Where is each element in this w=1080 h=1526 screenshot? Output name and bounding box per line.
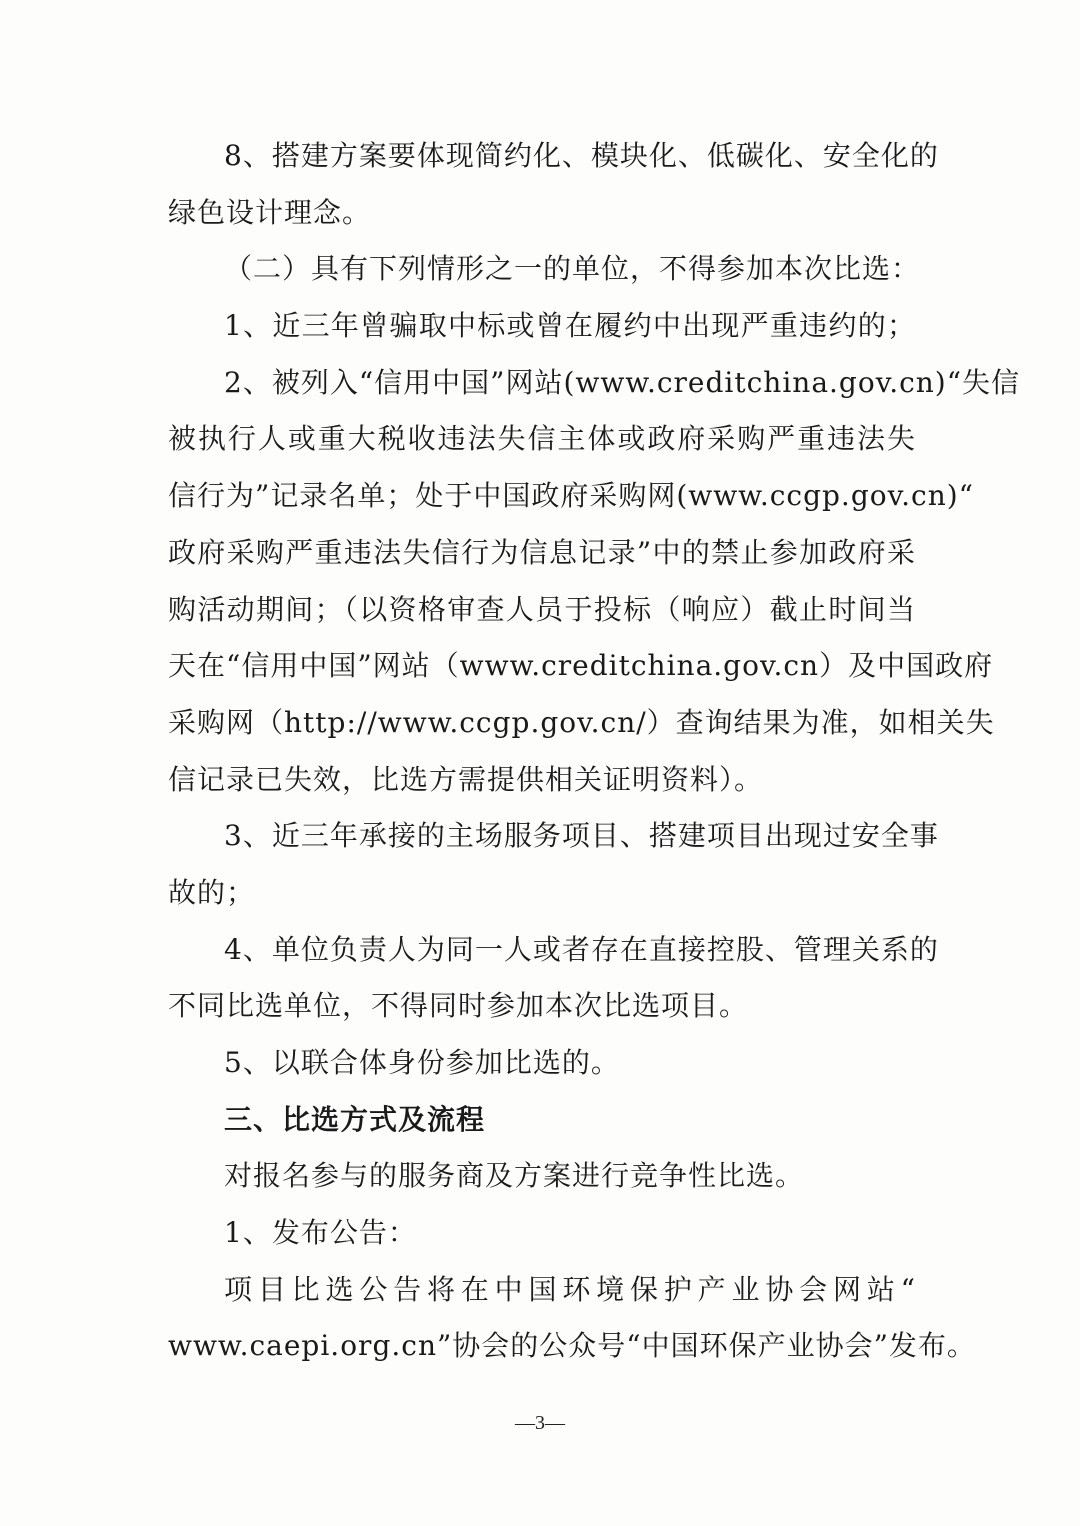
paragraph-line: 信记录已失效，比选方需提供相关证明资料）。 — [168, 762, 764, 796]
paragraph-line: 采购网（http://www.ccgp.gov.cn/）查询结果为准，如相关失 — [168, 705, 995, 739]
page-number: —3— — [515, 1412, 565, 1434]
section-heading: 三、比选方式及流程 — [224, 1102, 486, 1136]
paragraph-line: 故的； — [168, 875, 256, 909]
paragraph-line: 项目比选公告将在中国环境保护产业协会网站“ — [224, 1272, 916, 1306]
paragraph-line: 3、近三年承接的主场服务项目、搭建项目出现过安全事 — [224, 819, 939, 853]
paragraph-line: （二）具有下列情形之一的单位，不得参加本次比选： — [224, 252, 921, 286]
paragraph-line: 信行为”记录名单；处于中国政府采购网(www.ccgp.gov.cn)“ — [168, 479, 974, 513]
paragraph-line: 对报名参与的服务商及方案进行竞争性比选。 — [224, 1159, 805, 1193]
paragraph-line: 1、发布公告： — [224, 1216, 417, 1250]
paragraph-line: 2、被列入“信用中国”网站(www.creditchina.gov.cn)“失信 — [224, 365, 1021, 399]
paragraph-line: 1、近三年曾骗取中标或曾在履约中出现严重违约的； — [224, 309, 916, 343]
paragraph-line: 4、单位负责人为同一人或者存在直接控股、管理关系的 — [224, 932, 939, 966]
paragraph-line: 购活动期间；（以资格审查人员于投标（响应）截止时间当 — [168, 592, 916, 626]
paragraph-line: 天在“信用中国”网站（www.creditchina.gov.cn）及中国政府 — [168, 649, 994, 683]
paragraph-line: 政府采购严重违法失信行为信息记录”中的禁止参加政府采 — [168, 535, 916, 569]
paragraph-line: 5、以联合体身份参加比选的。 — [224, 1046, 620, 1079]
paragraph-line: 8、搭建方案要体现简约化、模块化、低碳化、安全化的 — [224, 139, 939, 172]
paragraph-line: 被执行人或重大税收违法失信主体或政府采购严重违法失 — [168, 422, 916, 456]
paragraph-line: www.caepi.org.cn”协会的公众号“中国环保产业协会”发布。 — [168, 1329, 976, 1363]
paragraph-line: 绿色设计理念。 — [168, 195, 372, 229]
paragraph-line: 不同比选单位，不得同时参加本次比选项目。 — [168, 989, 749, 1023]
document-body — [168, 128, 1021, 1375]
